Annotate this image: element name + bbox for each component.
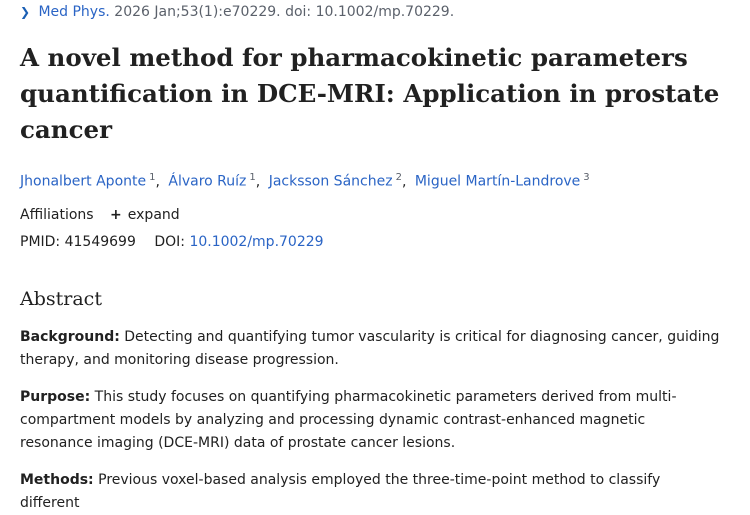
section-label: Background:	[20, 329, 120, 345]
pmid-value: 41549699	[64, 234, 136, 250]
pmid-label: PMID:	[20, 234, 61, 250]
doi-link[interactable]: 10.1002/mp.70229	[189, 234, 324, 250]
author-link[interactable]: Jhonalbert Aponte	[20, 173, 147, 190]
expand-button[interactable]	[110, 207, 180, 223]
doi-label: DOI:	[154, 234, 185, 250]
affiliation-ref[interactable]: 1	[149, 172, 156, 183]
affiliations-label: Affiliations	[20, 207, 94, 223]
author-link[interactable]: Álvaro Ruíz	[168, 173, 247, 190]
section-text: This study focuses on quantifying pharmacokinetic parameters derived from multi-compartment models by analyzing and processing dynamic contrast-enhanced magnetic resonance imaging (DCE-MRI) data of prostate cancer lesions.	[20, 389, 677, 451]
abstract-methods	[20, 469, 720, 515]
section-text: Detecting and quantifying tumor vascularity is critical for diagnosing cancer, guiding therapy, and monitoring disease progression.	[20, 329, 720, 368]
affiliation-ref[interactable]: 3	[583, 172, 590, 183]
author-link[interactable]: Miguel Martín-Landrove	[414, 173, 581, 190]
section-label: Methods:	[20, 472, 94, 488]
affiliation-ref[interactable]: 2	[395, 172, 402, 183]
citation-line	[20, 2, 454, 22]
section-label: Purpose:	[20, 389, 91, 405]
citation-details: 2026 Jan;53(1):e70229. doi: 10.1002/mp.70229.	[114, 4, 455, 20]
abstract-background	[20, 326, 720, 372]
chevron-right-icon[interactable]: ❯	[20, 5, 31, 19]
abstract-heading: Abstract	[20, 288, 102, 310]
section-text: Previous voxel-based analysis employed the three-time-point method to classify different	[20, 472, 661, 511]
affiliation-ref[interactable]: 1	[249, 172, 256, 183]
article-title: A novel method for pharmacokinetic parameters quantification in DCE-MRI: Application in prostate cancer	[20, 43, 720, 144]
author-link[interactable]: Jacksson Sánchez	[268, 173, 393, 190]
abstract-purpose	[20, 386, 720, 455]
article-identifiers	[20, 232, 324, 252]
expand-label: expand	[127, 207, 180, 223]
journal-link[interactable]: Med Phys.	[38, 4, 110, 20]
affiliations-toggle[interactable]	[20, 205, 180, 225]
plus-icon: +	[110, 207, 122, 223]
author-list: Jhonalbert Aponte $^1$, Álvaro Ruíz $^1$, Jacksson Sánchez $^2$, Miguel Martín-Landrove $^3$	[20, 172, 590, 190]
